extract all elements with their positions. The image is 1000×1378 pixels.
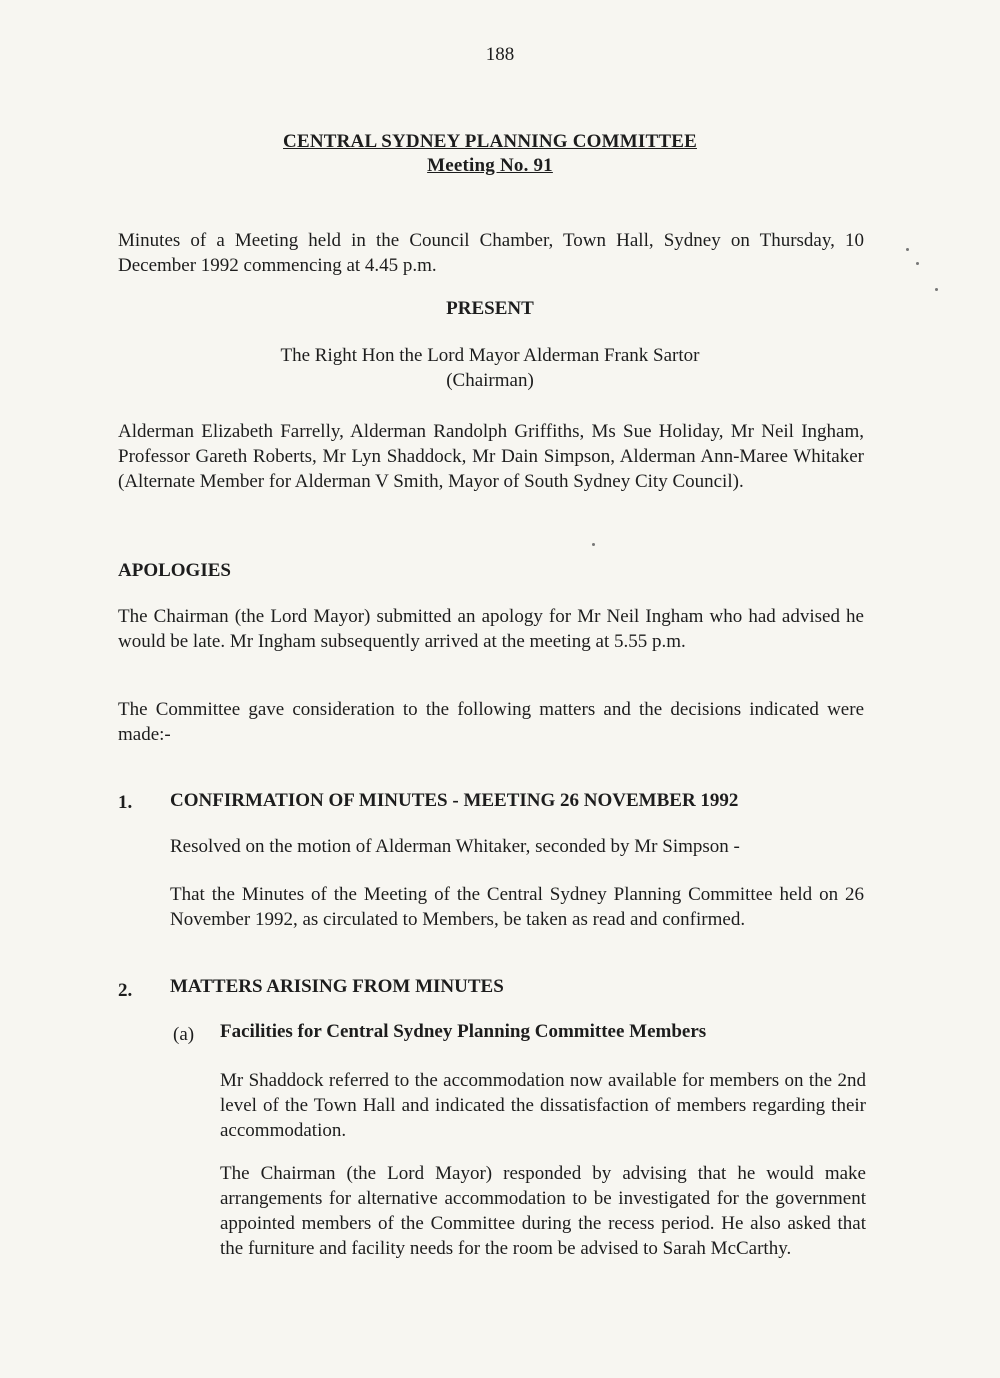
present-heading: PRESENT	[446, 298, 534, 319]
item-2-number: 2.	[118, 980, 133, 1001]
apologies-paragraph: The Chairman (the Lord Mayor) submitted an apology for Mr Neil Ingham who had advised he would be late. Mr Ingham subsequently arrived at the meeting at 5.55 p.m.	[118, 606, 864, 652]
item-1-motion-text: That the Minutes of the Meeting of the Central Sydney Planning Committee held on 26 November 1992, as circulated to Members, be taken as read and confirmed.	[170, 884, 864, 930]
scan-speck	[916, 262, 919, 265]
sub-item-a-heading: Facilities for Central Sydney Planning Committee Members	[220, 1021, 707, 1042]
members-present-list: Alderman Elizabeth Farrelly, Alderman Randolph Griffiths, Ms Sue Holiday, Mr Neil Ingham, Professor Gareth Roberts, Mr Lyn Shaddock, Mr Dain Simpson, Alderman Ann-Maree Whitaker (Alternate Member for Alderman V Smith, Mayor of South Sydney City Council).	[118, 421, 864, 492]
sub-item-a-paragraph-1: Mr Shaddock referred to the accommodation now available for members on the 2nd level of the Town Hall and indicated the dissatisfaction of members regarding their accommodation.	[220, 1070, 866, 1141]
scan-speck	[935, 288, 938, 291]
item-1-number: 1.	[118, 792, 133, 813]
item-2-heading: MATTERS ARISING FROM MINUTES	[170, 976, 504, 997]
consideration-paragraph: The Committee gave consideration to the following matters and the decisions indicated were made:-	[118, 699, 864, 745]
item-1-heading: CONFIRMATION OF MINUTES - MEETING 26 NOVEMBER 1992	[170, 790, 739, 811]
sub-item-a-paragraph-2: The Chairman (the Lord Mayor) responded by advising that he would make arrangements for alternative accommodation to be investigated for the government appointed members of the Committee during the recess period. He also asked that the furniture and facility needs for the room be advised to Sarah McCarthy.	[220, 1163, 866, 1259]
meeting-number: Meeting No. 91	[427, 155, 553, 176]
item-1-resolution: Resolved on the motion of Alderman Whitaker, seconded by Mr Simpson -	[170, 836, 740, 857]
apologies-heading: APOLOGIES	[118, 560, 231, 581]
chairman-name: The Right Hon the Lord Mayor Alderman Frank Sartor	[280, 345, 700, 366]
scan-speck	[906, 248, 909, 251]
chairman-role: (Chairman)	[446, 370, 534, 391]
scan-speck	[592, 543, 595, 546]
page-number: 188	[485, 44, 515, 65]
intro-paragraph: Minutes of a Meeting held in the Council Chamber, Town Hall, Sydney on Thursday, 10 December 1992 commencing at 4.45 p.m.	[118, 230, 864, 276]
committee-title: CENTRAL SYDNEY PLANNING COMMITTEE	[283, 131, 697, 152]
sub-item-a-label: (a)	[173, 1024, 195, 1045]
